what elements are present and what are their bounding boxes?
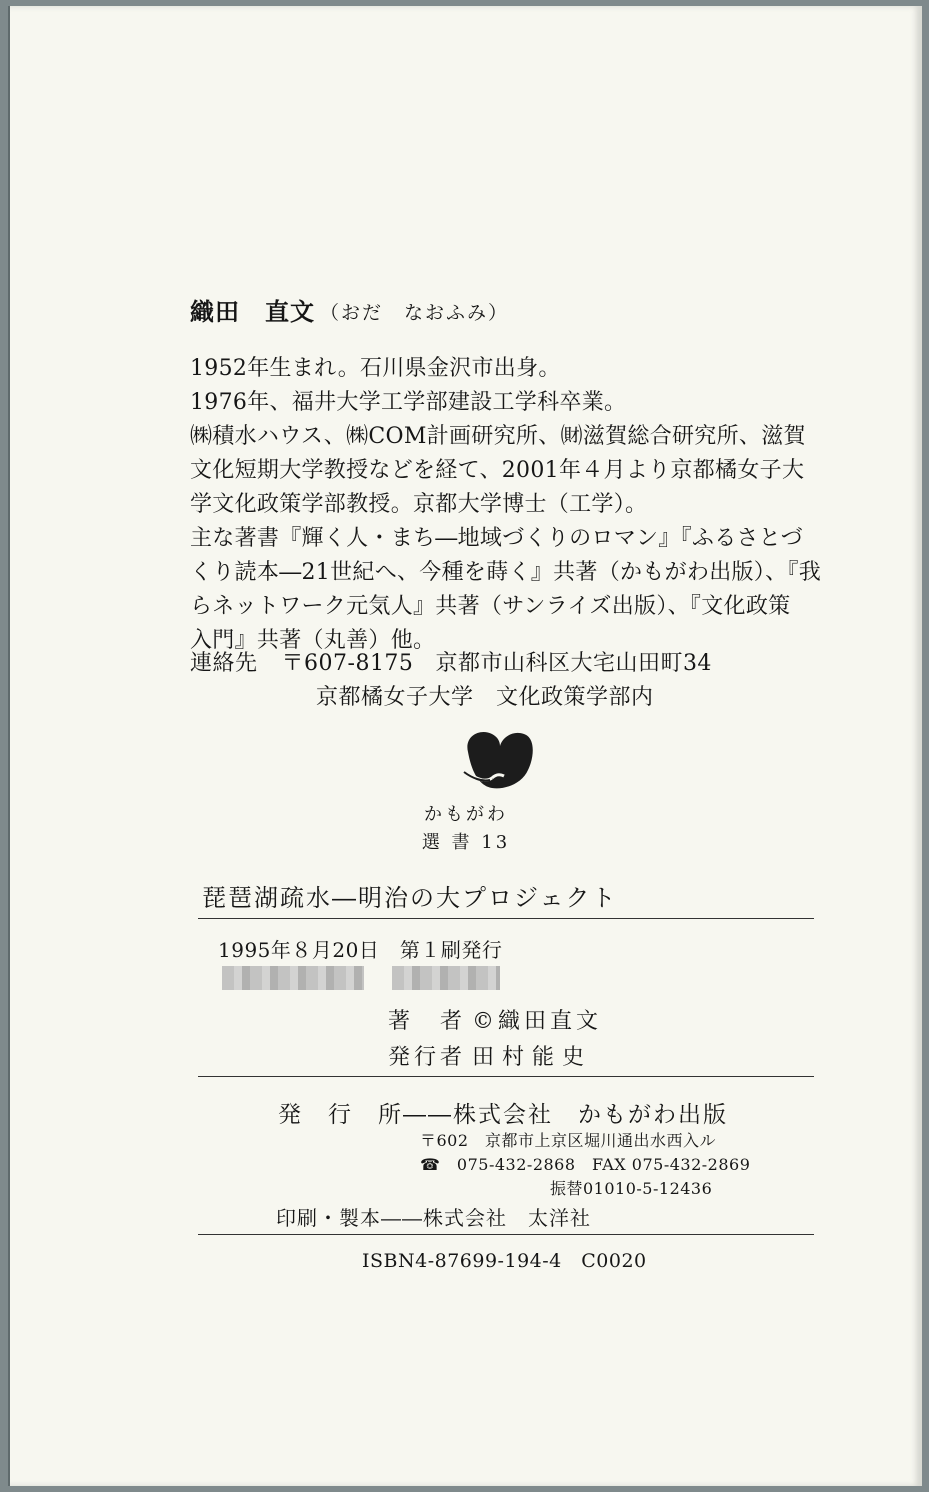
book-title: 琵琶湖疏水―明治の大プロジェクト xyxy=(202,884,618,912)
bio-line: 入門』共著（丸善）他。 xyxy=(190,628,436,653)
redacted-text xyxy=(392,966,500,990)
leaf-logo-icon xyxy=(462,728,538,794)
publisher-phone: ☎ 075-432-2868 FAX 075-432-2869 xyxy=(420,1155,751,1174)
author-credit-label: 著 者 xyxy=(388,1009,467,1034)
bio-line: らネットワーク元気人』共著（サンライズ出版）、『文化政策 xyxy=(190,594,791,619)
author-reading: （おだ なおふみ） xyxy=(320,302,510,324)
series-volume: 選 書 13 xyxy=(421,832,511,853)
isbn: ISBN4-87699-194-4 C0020 xyxy=(362,1250,647,1272)
contact-label: 連絡先 xyxy=(190,651,258,676)
bio-line: 1976年、福井大学工学部建設工学科卒業。 xyxy=(190,390,627,415)
contact-institution: 京都橘女子大学 文化政策学部内 xyxy=(316,685,654,710)
publication-date: 1995年８月20日 第１刷発行 xyxy=(218,938,503,962)
bio-line: 学文化政策学部教授。京都大学博士（工学）。 xyxy=(190,492,648,517)
author-bio xyxy=(190,352,821,658)
publisher-transfer: 振替01010-5-12436 xyxy=(550,1179,713,1198)
series-name: かもがわ xyxy=(424,804,508,825)
bio-line: ㈱積水ハウス、㈱COM計画研究所、㈶滋賀総合研究所、滋賀 xyxy=(190,424,806,449)
colophon-page xyxy=(8,6,922,1486)
issuer-label: 発行者 xyxy=(388,1045,467,1070)
contact-line xyxy=(190,646,712,677)
title-rule xyxy=(198,918,814,919)
publisher-line: 発 行 所――株式会社 かもがわ出版 xyxy=(278,1102,728,1128)
printer-rule xyxy=(198,1234,814,1235)
bio-line: 主な著書『輝く人・まち―地域づくりのロマン』『ふるさとづ xyxy=(190,526,803,551)
publisher-address: 〒602 京都市上京区堀川通出水西入ル xyxy=(420,1131,717,1150)
contact-postal: 〒607-8175 xyxy=(281,651,414,676)
bio-line: 文化短期大学教授などを経て、2001年４月より京都橘女子大 xyxy=(190,458,805,483)
author-credit: ©織田直文 xyxy=(472,1009,603,1034)
credit-rule xyxy=(198,1076,814,1077)
author-name: 織田 直文 xyxy=(190,298,315,326)
bio-line: くり読本―21世紀へ、今種を蒔く』共著（かもがわ出版）、『我 xyxy=(190,560,821,585)
printer-line: 印刷・製本――株式会社 太洋社 xyxy=(276,1206,591,1230)
contact-address: 京都市山科区大宅山田町34 xyxy=(435,651,712,676)
redacted-text xyxy=(222,966,364,990)
issuer-name: 田村能史 xyxy=(472,1045,593,1070)
bio-line: 1952年生まれ。石川県金沢市出身。 xyxy=(190,356,561,381)
